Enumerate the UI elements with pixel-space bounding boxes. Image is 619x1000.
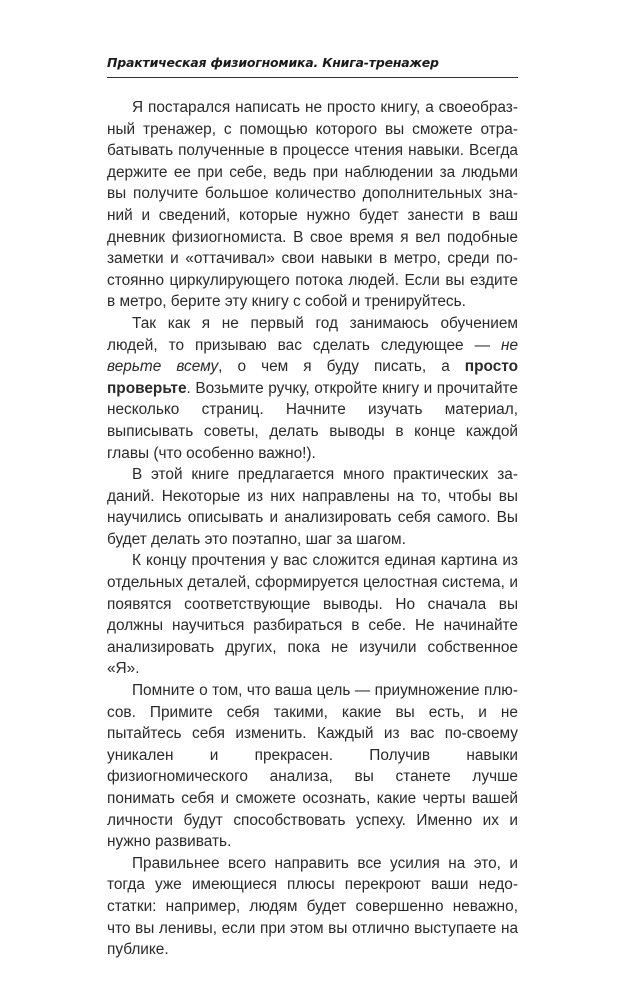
paragraph-6: Правильнее всего направить все усилия на это, и тогда уже имеющиеся плюсы перекроют ваши недостатки: например, людям будет совершенно неважно, что вы ленивы, если при этом вы отлично выступаете на публике. bbox=[107, 854, 518, 959]
paragraph-1: Я постарался написать не просто книгу, а своеобразный тренажер, с помощью которого вы сможете отрабатывать полученные в процессе чтения навыки. Всегда держите ее при себе, ведь при наблюдении за людьми вы получите большое количество дополнительных знаний и сведений, которые нужно будет занести в ваш дневник физиогномиста. В свое время я вел подобные заметки и «оттачивал» свои навыки в метро, среди постоянно циркулирующего потока людей. Если вы ездите в метро, берите эту книгу с собой и тренируйтесь. bbox=[107, 99, 518, 311]
paragraph-5: Помните о том, что ваша цель — приумножение плюсов. Примите себя такими, какие вы есть, и не пытайтесь себя изменить. Каждый из вас по-своему уникален и прекрасен. Получив навыки физиогномического анализа, вы станете лучше понимать себя и сможете осознать, какие черты вашей личности будут способствовать успеху. Именно их и нужно развивать. bbox=[107, 682, 518, 851]
paragraph-4: К концу прочтения у вас сложится единая картина из отдельных деталей, сформируется целостная система, и появятся соответствующие выводы. Но сначала вы должны научиться разбираться в себе. Не начинайте анализировать других, пока не изучили собственное «Я». bbox=[107, 552, 518, 678]
paragraph-3: В этой книге предлагается много практических заданий. Некоторые из них направлены на то, чтобы вы научились описывать и анализировать себя самого. Вы будет делать это поэтапно, шаг за шагом. bbox=[107, 466, 518, 548]
paragraph-2-tail: . Возьмите ручку, откройте книгу и прочитайте несколько страниц. Начните изучать материал, выписывать советы, делать выводы в конце каждой главы (что особенно важно!). bbox=[107, 379, 518, 462]
paragraph-2 bbox=[107, 313, 518, 464]
paragraph-2-italic: не верьте всему bbox=[107, 336, 518, 376]
paragraph-2-bold: просто проверьте bbox=[107, 358, 518, 397]
header-divider bbox=[107, 77, 518, 78]
paragraph-2-middle: , о чем я буду писать, а bbox=[218, 358, 465, 376]
body-text bbox=[107, 97, 518, 961]
paragraph-2-lead: Так как я не первый год занимаюсь обучением людей, то призываю вас сделать следующее — bbox=[107, 314, 518, 354]
running-title: Практическая физиогномика. Книга-тренажер bbox=[107, 55, 439, 70]
